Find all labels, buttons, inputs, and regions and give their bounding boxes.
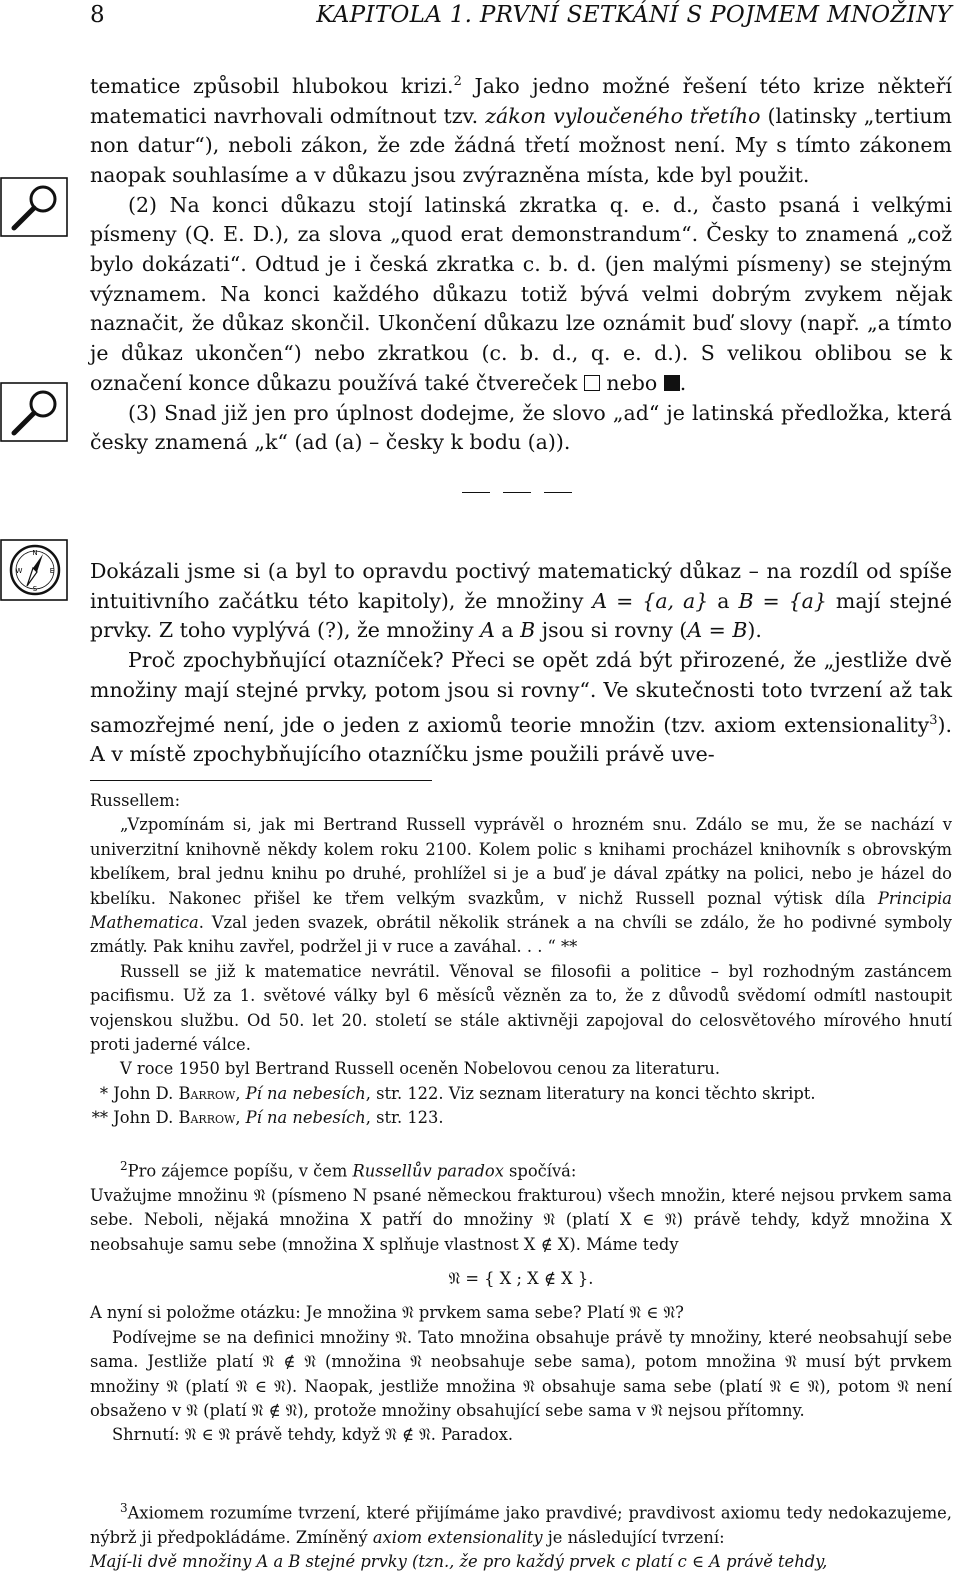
compass-icon (0, 536, 70, 606)
references (80, 1082, 952, 1131)
paragraph: tematice způsobil hlubokou krizi.$^2$ Jako jedno možné řešení této krize někteří matematici navrhovali odmítnout tzv. zákon vyloučeného třetího (latinsky „tertium non datur“), neboli zákon, že zde žádná třetí možnost není. My s tímto zákonem naopak souhlasíme a v důkazu jsou zvýrazněna místa, kde byl použit. (90, 73, 952, 187)
svg-text:E: E (49, 567, 55, 575)
magnifier-icon (0, 377, 70, 447)
footnote-rule (90, 780, 432, 781)
page-number: 8 (90, 2, 105, 28)
paragraph: Proč zpochybňující otazníček? Přeci se opět zdá být přirozené, že „jestliže dvě množiny mají stejné prvky, potom jsou si rovny“. Ve skutečnosti toto tvrzení až tak samozřejmé není, jde o jeden z axiomů teorie množin (tzv. axiom extensionality$^3$). A v místě zpochybňujícího otazníčku jsme použili právě uve- (90, 648, 952, 767)
reference: * John D. Barrow, Pí na nebesích, str. 122. Viz seznam literatury na konci těchto skript. (99, 1084, 816, 1103)
footnote-2: $^2$Pro zájemce popíšu, v čem Russellův paradox spočívá: Uvažujme množinu 𝔑 (písmeno N psané německou frakturou) všech množin, které nejsou prvkem sama sebe. Neboli, nějaká množina X patří do množiny 𝔑 (platí X ∈ 𝔑) právě tehdy, když množina X neobsahuje samu sebe (množina X splňuje vlastnost X ∉ X). Máme tedy 𝔑 = { X ; X ∉ X }. A nyní si položme otázku: Je množina 𝔑 prvkem sama sebe? Platí 𝔑 ∈ 𝔑? Podívejme se na definici množiny 𝔑. Tato množina obsahuje právě ty množiny, které neobsahují sebe sama. Jestliže platí 𝔑 ∉ 𝔑 (množina 𝔑 neobsahuje sebe sama), potom množina 𝔑 musí být prvkem množiny 𝔑 (platí 𝔑 ∈ 𝔑). Naopak, jestliže množina 𝔑 obsahuje sama sebe (platí 𝔑 ∈ 𝔑), potom 𝔑 není obsaženo v 𝔑 (platí 𝔑 ∉ 𝔑), protože množiny obsahující sebe sama v 𝔑 nejsou přítomny. Shrnutí: 𝔑 ∈ 𝔑 právě tehdy, když 𝔑 ∉ 𝔑. Paradox. (90, 1159, 952, 1445)
section-separator (462, 492, 572, 493)
running-title: KAPITOLA 1. PRVNÍ SETKÁNÍ S POJMEM MNOŽINY (316, 2, 952, 28)
footnote-3: $^3$Axiomem rozumíme tvrzení, které přijímáme jako pravdivé; pravdivost axiomu tedy nedokazujeme, nýbrž ji předpokládáme. Zmíněný axiom extensionality je následující tvrzení: Mají-li dvě množiny A a B stejné prvky (tzn., že pro každý prvek c platí c ∈ A právě tehdy, (90, 1501, 952, 1572)
svg-text:N: N (32, 549, 38, 557)
white-square-icon (584, 375, 600, 391)
paragraph: (3) Snad již jen pro úplnost dodejme, že slovo „ad“ je latinská předložka, která česky znamená „k“ (ad (a) – česky k bodu (a)). (90, 400, 952, 455)
text-block-main (90, 557, 952, 770)
svg-text:S: S (32, 585, 38, 593)
magnifier-icon (0, 172, 70, 242)
svg-text:W: W (15, 567, 23, 575)
paragraph: (2) Na konci důkazu stojí latinská zkratka q. e. d., často psaná i velkými písmeny (Q. E. D.), za slova „quod erat demonstrandum“. Česky to znamená „což bylo dokázati“. Odtud je i česká zkratka c. b. d. (jen malými písmeny) se stejným významem. Na konci každého důkazu totiž bývá velmi dobrým zvykem nějak naznačit, že důkaz skončil. Ukončení důkazu lze oznámit buď slovy (např. „a tímto je důkaz ukončen“) nebo zkratkou (c. b. d., q. e. d.). S velikou oblibou se k označení konce důkazu používá také čtvereček nebo . (90, 192, 952, 395)
footnote-russell: Russellem: „Vzpomínám si, jak mi Bertrand Russell vyprávěl o hrozném snu. Zdálo se mu, že se nachází v univerzitní knihovně někdy kolem roku 2100. Kolem polic s knihami procházel knihovník s obrovským kbelíkem, bral jednu knihu po druhé, prohlížel si je a buď je dával zpátky na polici, nebo je házel do kbelíku. Nakonec přišel ke třem velkým svazkům, v nichž Russell poznal výtisk díla Principia Mathematica. Vzal jeden svazek, obrátil několik stránek a na chvíli se zdálo, že ho podivné symboly zmátly. Pak knihu zavřel, podržel ji v ruce a zaváhal. . . “ ** Russell se již k matematice nevrátil. Věnoval se filosofii a politice – byl rozhodným zastáncem pacifismu. Už za 1. světové války byl 6 měsíců vězněn za to, že z důvodů svědomí odmítl nastoupit vojenskou službu. Od 50. let 20. století se stále aktivněji zapojoval do celosvětového mírového hnutí proti jaderné válce. V roce 1950 byl Bertrand Russell oceněn Nobelovou cenou za literaturu. (90, 791, 952, 1079)
page-header (90, 0, 952, 32)
formula: 𝔑 = { X ; X ∉ X }. (448, 1269, 594, 1289)
reference: ** John D. Barrow, Pí na nebesích, str. 123. (91, 1108, 444, 1128)
paragraph: Dokázali jsme si (a byl to opravdu poctivý matematický důkaz – na rozdíl od spíše intuitivního začátku této kapitoly), že množiny A = {a, a} a B = {a} mají stejné prvky. Z toho vyplývá (?), že množiny A a B jsou si rovny (A = B). (90, 559, 953, 643)
text-block-top (90, 67, 952, 458)
black-square-icon (664, 375, 680, 391)
